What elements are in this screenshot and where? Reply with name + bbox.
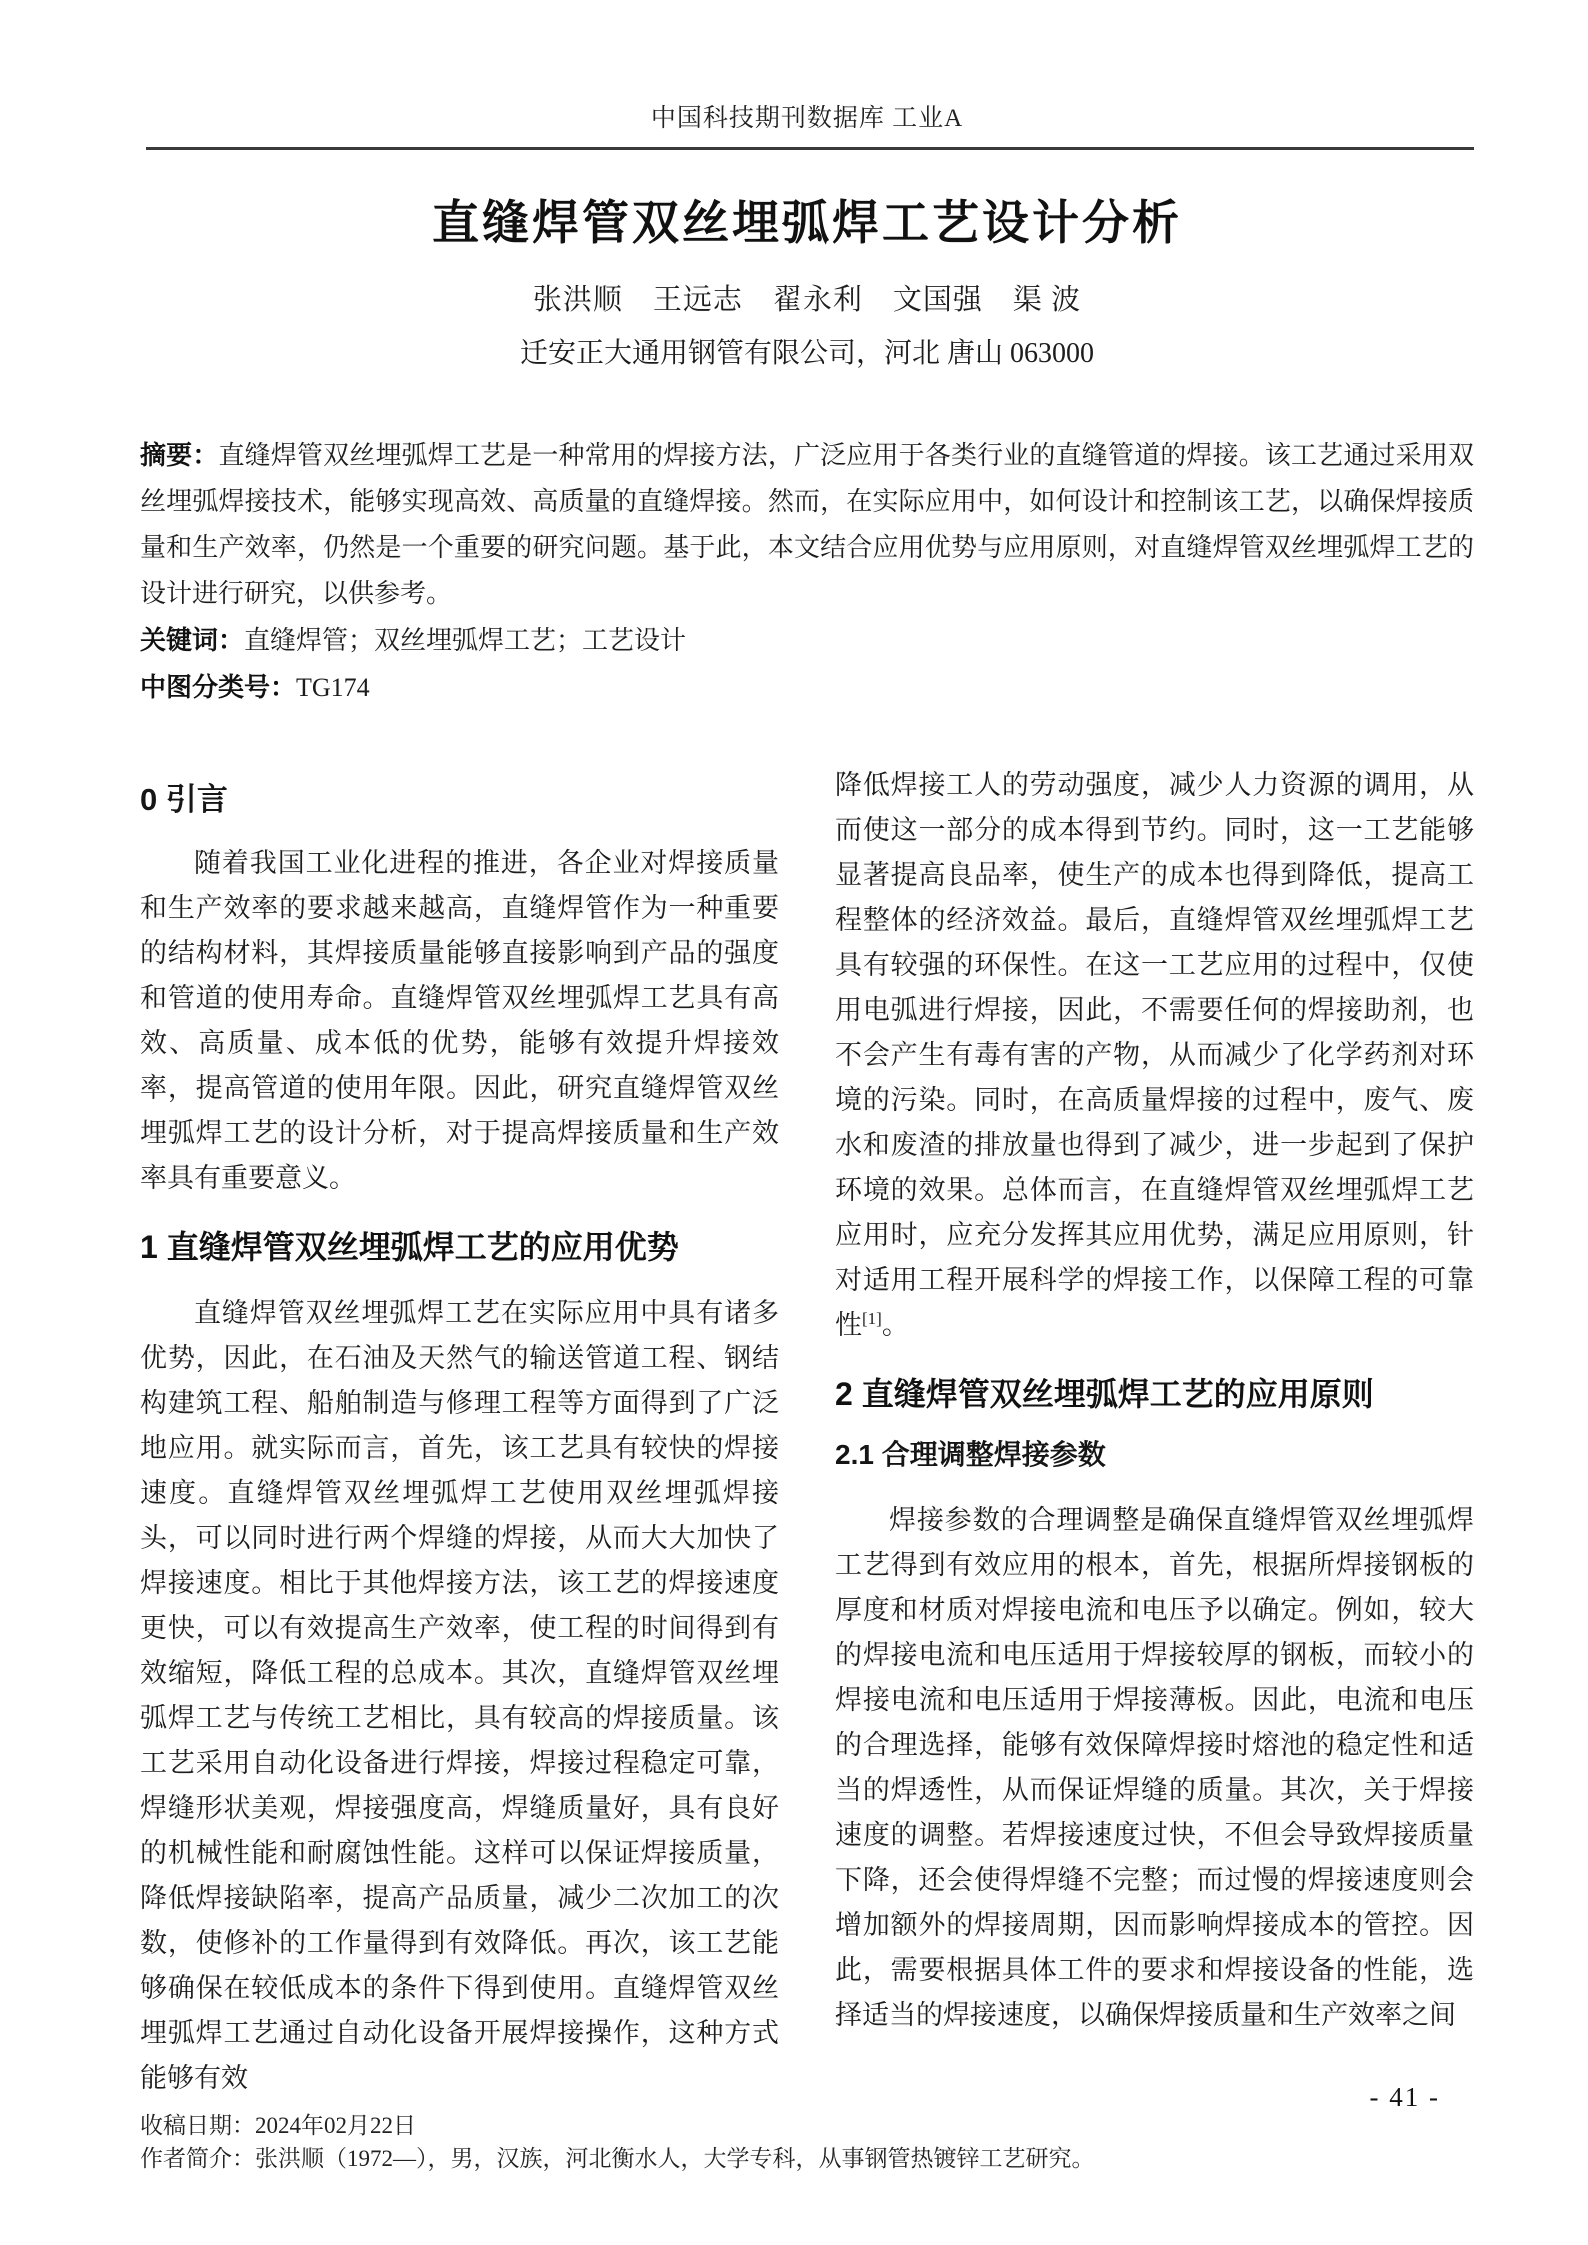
paper-title: 直缝焊管双丝埋弧焊工艺设计分析 — [432, 196, 1182, 249]
journal-database-label: 中国科技期刊数据库 工业A — [650, 105, 964, 132]
received-date-line — [140, 2109, 1474, 2142]
citation-marker: [1] — [862, 1309, 882, 1328]
received-date-value: 2024年02月22日 — [255, 2113, 416, 2138]
keywords-text: 直缝焊管；双丝埋弧焊工艺；工艺设计 — [244, 626, 687, 655]
clc-text: TG174 — [296, 673, 370, 702]
author-bio-line — [140, 2142, 1474, 2175]
keywords-label: 关键词： — [140, 625, 245, 655]
paragraph-text-end: 。 — [881, 1310, 909, 1340]
paragraph-text: 降低焊接工人的劳动强度，减少人力资源的调用，从而使这一部分的成本得到节约。同时，这一工艺能够显著提高良品率，使生产的成本也得到降低，提高工程整体的经济效益。最后，直缝焊管双丝埋弧焊工艺具有较强的环保性。在这一工艺应用的过程中，仅使用电弧进行焊接，因此，不需要任何的焊接助剂，也不会产生有毒有害的产物，从而减少了化学药剂对环境的污染。同时，在高质量焊接的过程中，废气、废水和废渣的排放量也得到了减少，进一步起到了保护环境的效果。总体而言，在直缝焊管双丝埋弧焊工艺应用时，应充分发挥其应用优势，满足应用原则，针对适用工程开展科学的焊接工作，以保障工程的可靠性 — [835, 770, 1474, 1340]
page-number: - 41 - — [1369, 2082, 1440, 2112]
abstract-paragraph — [140, 432, 1474, 617]
clc-label: 中图分类号： — [140, 672, 297, 702]
section-heading-introduction: 0 引言 — [140, 782, 228, 817]
section-heading-principles: 2 直缝焊管双丝埋弧焊工艺的应用原则 — [835, 1376, 1374, 1412]
right-column — [835, 763, 1474, 2101]
advantages-paragraph-continued — [835, 763, 1474, 1348]
section-heading-advantages: 1 直缝焊管双丝埋弧焊工艺的应用优势 — [140, 1229, 679, 1265]
clc-line — [140, 664, 1474, 711]
left-column — [140, 763, 779, 2101]
introduction-paragraph: 随着我国工业化进程的推进，各企业对焊接质量和生产效率的要求越来越高，直缝焊管作为一种重要的结构材料，其焊接质量能够直接影响到产品的强度和管道的使用寿命。直缝焊管双丝埋弧焊工艺具有高效、高质量、成本低的优势，能够有效提升焊接效率，提高管道的使用年限。因此，研究直缝焊管双丝埋弧焊工艺的设计分析，对于提高焊接质量和生产效率具有重要意义。 — [140, 848, 779, 1193]
footnote-block — [140, 2109, 1474, 2175]
header-divider — [146, 147, 1474, 150]
abstract-label: 摘要： — [140, 440, 219, 470]
keywords-line — [140, 617, 1474, 664]
affiliation-line: 迁安正大通用钢管有限公司，河北 唐山 063000 — [519, 338, 1094, 369]
authors-line: 张洪顺 王远志 翟永利 文国强 渠 波 — [532, 284, 1082, 316]
advantages-paragraph: 直缝焊管双丝埋弧焊工艺在实际应用中具有诸多优势，因此，在石油及天然气的输送管道工程、钢结构建筑工程、船舶制造与修理工程等方面得到了广泛地应用。就实际而言，首先，该工艺具有较快的焊接速度。直缝焊管双丝埋弧焊工艺使用双丝埋弧焊接头，可以同时进行两个焊缝的焊接，从而大大加快了焊接速度。相比于其他焊接方法，该工艺的焊接速度更快，可以有效提高生产效率，使工程的时间得到有效缩短，降低工程的总成本。其次，直缝焊管双丝埋弧焊工艺与传统工艺相比，具有较高的焊接质量。该工艺采用自动化设备进行焊接，焊接过程稳定可靠，焊缝形状美观，焊接强度高，焊缝质量好，具有良好的机械性能和耐腐蚀性能。这样可以保证焊接质量，降低焊接缺陷率，提高产品质量，减少二次加工的次数，使修补的工作量得到有效降低。再次，该工艺能够确保在较低成本的条件下得到使用。直缝焊管双丝埋弧焊工艺通过自动化设备开展焊接操作，这种方式能够有效 — [140, 1298, 779, 2093]
author-bio-label: 作者简介： — [140, 2146, 255, 2171]
abstract-text: 直缝焊管双丝埋弧焊工艺是一种常用的焊接方法，广泛应用于各类行业的直缝管道的焊接。该工艺通过采用双丝埋弧焊接技术，能够实现高效、高质量的直缝焊接。然而，在实际应用中，如何设计和控制该工艺，以确保焊接质量和生产效率，仍然是一个重要的研究问题。基于此，本文结合应用优势与应用原则，对直缝焊管双丝埋弧焊工艺的设计进行研究，以供参考。 — [140, 441, 1474, 608]
subsection-heading-parameters: 2.1 合理调整焊接参数 — [835, 1439, 1106, 1470]
two-column-body — [140, 763, 1474, 2101]
author-bio-value: 张洪顺（1972—），男，汉族，河北衡水人，大学专科，从事钢管热镀锌工艺研究。 — [255, 2146, 1095, 2171]
journal-header — [140, 104, 1474, 150]
parameters-paragraph: 焊接参数的合理调整是确保直缝焊管双丝埋弧焊工艺得到有效应用的根本，首先，根据所焊接钢板的厚度和材质对焊接电流和电压予以确定。例如，较大的焊接电流和电压适用于焊接较厚的钢板，而较小的焊接电流和电压适用于焊接薄板。因此，电流和电压的合理选择，能够有效保障焊接时熔池的稳定性和适当的焊透性，从而保证焊缝的质量。其次，关于焊接速度的调整。若焊接速度过快，不但会导致焊接质量下降，还会使得焊缝不完整；而过慢的焊接速度则会增加额外的焊接周期，因而影响焊接成本的管控。因此，需要根据具体工件的要求和焊接设备的性能，选择适当的焊接速度，以确保焊接质量和生产效率之间 — [835, 1505, 1474, 2030]
received-date-label: 收稿日期： — [140, 2113, 255, 2138]
